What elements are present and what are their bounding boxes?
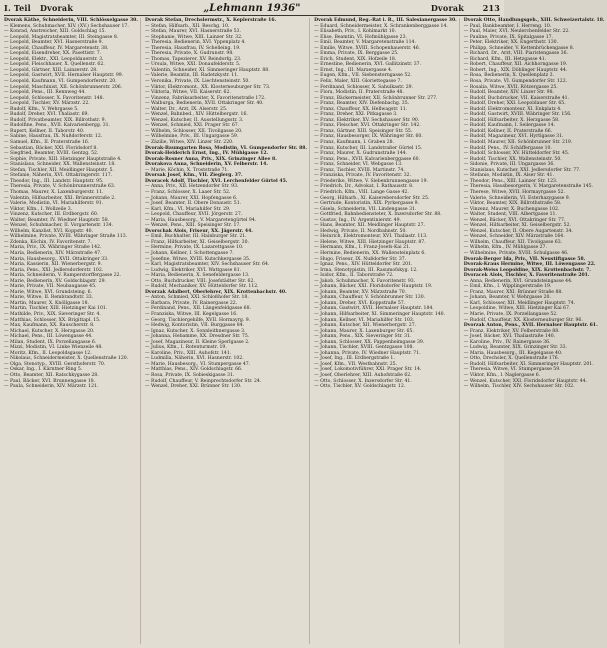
directory-entry: — Rupert, Kellner, II. Taborstr. 40. [4,128,85,134]
directory-entry: — Martin, Maurer, X. Knöllgasse 18. [4,300,89,306]
directory-entry: — Thomas, Maurer, X. Laxenburgerstr. 11. [4,189,104,195]
directory-entry: — Robert, Chauffeur, XII. Aichhorngasse 19. [463,62,568,68]
directory-entry: — Gisela, Schneiderin, VII. Lindengasse 31. [314,206,417,212]
directory-entry: — Rosalia, Witwe, XVII. Rötzergasse 25. [463,84,558,90]
directory-entry: — Hermine, Bedienerin, XX. Wallensteinplatz 6. [314,250,426,256]
directory-entry: — Wilhelm, Kfm., IV. Mühlgasse 27. [463,245,547,251]
directory-entry: Dvorak-Kraus Hermine, Witwe, III. Löwengasse 22. [463,262,596,268]
directory-entry: Dvorsak Josef, Kfm., VII. Zieglerg. 37. [144,173,243,179]
directory-entry: — Theodor, Pens., XIII. Lainzer Str. 123. [463,178,558,184]
directory-entry: Dvorak-Rosner Anna, Priv., XIX. Grinzinger Allee 8. [144,156,277,162]
directory-entry: — Valentin, Schneider, XI. Simmeringer Hauptstr. 88. [144,67,270,73]
directory-entry: — Rudolfine, Pens., XVII. Kalvarienbergg. 31. [4,123,111,129]
directory-entry: — Paul, Maler, XVI. Neulerchenfelder Str. 22. [463,29,570,35]
directory-entry: — Wenzel, Kutscher, II. Obere Augartenstr. 34. [463,228,573,234]
directory-entry: — Anna, Priv., XII. Hetzendorfer Str. 93. [144,184,239,190]
directory-entry: — Peter, Elektriker, XX. Engerthstr. 130. [463,40,559,46]
directory-entry: — Mathilde, Priv., XIX. Sieveringer Str. 4. [4,311,101,317]
directory-entry: — Mizzi, Modistin, VI. Linke Wienzeile 48. [4,345,103,351]
directory-entry: — Walter, Dr., Arzt, IX. Alserstr. 25. [144,106,228,112]
directory-entry: — Sophie, Private, XIII. Hietzinger Hauptstraße 4. [4,156,122,162]
directory-entry: — Gertrude, Kontoristin, XIX. Pyrkergasse 9. [314,201,420,207]
directory-entry: — Wenzel, Kutscher, XXI. Floridsdorfer Hauptstr. 44. [463,378,587,384]
directory-entry: Dvorak-Heiderich Ernst, Ing., IV. Mühlgasse 12. [144,151,269,157]
directory-entry: — Josef, Beamter, II. Obere Donaustr. 51. [144,201,242,207]
column-1 [4,18,141,644]
right-running-head: Dvorak [430,3,464,13]
directory-entry: — Hans, Beamter, XII. Meidlinger Hauptstr. 27. [314,223,425,229]
directory-entry: — Oskar, Ing., I. Kärntner Ring 5. [4,367,83,373]
directory-entry: — Rudolf, Elektromonteur, XI. Enkplatz 4. [463,106,562,112]
directory-entry: — Samuel, Kfm., II. Praterstraße 16. [4,140,90,146]
directory-entry: — Georg, Hilfsarb., XI. Kaiserebersdorfer Str. 25. [314,195,430,201]
directory-entry: — Rudolf, Beamter, XIV. Linzer Str. 98. [463,90,554,96]
directory-entry: — Johann, Kellner, I. Schottengasse 7. [144,250,234,256]
directory-entry: — Hugo, Friseur, IX. Nußdorfer Str. 37. [314,256,407,262]
directory-entry: — Rudolf, Magazineur, XVI. Hyrtlgasse 31. [463,134,564,140]
directory-entry: — Gustav, Ing., IV. Argentinierstr. 49. [314,217,401,223]
directory-entry: — Zäzilie, Witwe, XIV. Linzer Str. 220. [144,140,234,146]
directory-entry: — Rudolf, Mechaniker, XV. Hütteldorfer Str. 112. [144,284,259,290]
directory-entry: — Theresia, Bedienerin, XVI. Yppenplatz 4. [144,40,246,46]
directory-entry: — Anna, Bedienerin, XVI. Grundsteingasse 44. [463,278,573,284]
directory-entry: — Valerie, Modistin, VI. Mariahilferstr. 91. [4,201,104,207]
directory-entry: — Wilhelm, Tischler, XIV. Sechshauser Str. 102. [463,384,575,390]
directory-entry: — Franz, Hilfsarbeiter, XI. Geiselbergstr. 30. [144,239,249,245]
directory-entry: — Marie, Witwe, XVI. Grundsteing. 6. [4,289,92,295]
directory-entry: — Barbara, Private, IV. Rainergasse 22. [144,300,238,306]
directory-entry: — Valerie, Beamtin, III. Radetzkystr. 11. [144,73,239,79]
directory-entry: — Rosa, Private, IX. Sobieskigasse 31. [144,373,235,378]
directory-entry: — Milan, Student, IX. Porzellangasse 6. [4,339,97,345]
directory-entry: — Leopold, Magistratsbeamter, III. Steingasse 8. [4,34,119,40]
directory-entry: — Otto, Drechsler, X. Quellenstraße 176. [463,356,560,362]
directory-entry: — Ernst, Ing., III. Marxergasse 4. [314,67,393,73]
directory-entry: — Theresia, Hausbesorgerin, V. Margaretenstraße 145. [463,184,594,190]
directory-entry: — Thomas, Tapezierer, XV. Reindorfg. 23. [144,56,242,62]
directory-entry: — Sidonie, Private, III. Ungargasse 36. [463,162,555,168]
directory-entry: Dvoracek Adolf, Tischler, XVI. Lerchenfelder Gürtel 45. [144,178,288,184]
directory-entry: — Leopold, Schlosser, X. Favoritenstr. 148. [4,95,104,101]
directory-entry: — Franziska, Witwe, III. Kegelgasse 16. [144,311,238,317]
column-3 [314,18,460,644]
directory-entry: — Franz, Kutscher, III. Landstraßer Gürtel 15. [314,145,423,151]
directory-entry: — Wilhelm, Kanzlist, XVI. Koppstr. 40. [4,228,94,234]
directory-entry: — Leopold, Gastwirt, XVII. Hernalser Hauptstr. 99. [4,73,124,79]
directory-entry: — Michael, Pens., III. Löwengasse 44. [4,334,93,340]
directory-entry: — Johann, Beamter, V. Wehrgasse 20. [463,295,551,301]
directory-entry: — Rudolf, Buchdrucker, VII. Kaiserstraße 41. [463,95,570,101]
directory-entry: — Therese, Witwe, XVII. Hormayrgasse 52. [463,189,565,195]
directory-entry: — Leopold, Chauffeur, XVII. Jörgerstr. 27. [144,212,243,218]
directory-entry: — Leopold, Maschinist, XII. Schönbrunnerstr. 206. [4,84,123,90]
directory-entry: — Wenzel, Bahnbed., XIV. Hüttelbergstr. 16. [144,112,248,118]
directory-entry: — Marie, Hausbesorg., VI. Stumpergasse 47. [144,361,251,367]
page-number: 213 [482,3,500,13]
directory-entry: — Emil, Buchhalter, III. Hainburger Str. 21. [144,234,247,240]
directory-entry: Dvorzak Anton, Pens., XVII. Hernalser Hauptstr. 61. [463,323,598,329]
directory-entry: — Leopold, Chauffeur, IV. Margaretenstr. 38. [4,45,109,51]
directory-entry: — Maria, Bedienerin, XIV. Märzstraße 47. [4,250,102,256]
directory-entry: — Otto, Beamter, XII. Ratschkygasse 28. [4,373,99,378]
directory-entry: — Marie, Bedienerin, XV. Goldschlagstr. 29. [4,278,106,284]
directory-entry: — Josef, Oberlehrer, XIII. Auhofstraße 62. [314,373,412,378]
directory-entry: — Karoline, Priv., XIII. Auhofstr. 141. [144,350,232,356]
directory-entry: — Karl, Kfm., VI. Mariahilfer Str. 29. [144,206,231,212]
directory-entry: — Johanna, Hebamme, XX. Dresdner Str. 75. [144,334,250,340]
directory-entry: — Emilie, Witwe, XVIII. Schopenhauerstr. 46. [314,45,421,51]
directory-entry: — Elisabeth, Priv., I. Kohlmarkt 10. [314,29,397,35]
directory-entry: — Viktoria, Witwe, VII. Kaiserstr. 62. [144,90,231,96]
entry-columns [4,18,605,644]
directory-entry: — Rudolf, Kellner, II. Praterstraße 66. [463,128,553,134]
directory-entry: — Rosa, Private, VI. Gumpendorfer Str. 122. [463,79,568,85]
directory-entry: — Josef, Bäcker, XVI. Thaliastraße 140. [463,334,556,340]
directory-entry: — Wilhelmine, Private, XVIII. Währinger Straße 113. [4,234,128,240]
directory-entry: — Leopold, Elektr., XXI. Leopoldauerstr. 3. [4,56,104,62]
directory-entry: — Josef, Magazineur, II. Kleine Sperlgasse 2. [144,339,250,345]
directory-entry: — Johann, Schlosser, XX. Pappenheimgasse 39. [314,339,425,345]
directory-entry: — Theresia, Private, X. Gudrunstr. 98. [144,51,234,57]
directory-entry: — Leopold, Tischler, XV. Märzstr. 22. [4,101,90,107]
directory-entry: — Wenzel, Kutscher, II. Ausstellungsstr. 3. [144,117,244,123]
directory-entry: — Marie, Witwe, II. Rembrandtstr. 33. [4,295,94,301]
page-title: „Lehmann 1936" [203,2,301,14]
directory-entry: — Friederike, Witwe, V. Siebenbrunnengasse 19. [314,178,428,184]
directory-entry: — Matthias, Schlosser, XX. Brigittapl. 15. [4,317,101,323]
directory-entry: — Maria, Hausbesorg., V. Margaretengürtel 94. [144,217,257,223]
directory-entry: — Rudolf, Hilfsarbeiter, X. Herzgasse 58. [463,117,560,123]
directory-entry: — Robert, Ing., XIX. Döblinger Hauptstr. 44. [463,67,568,73]
directory-entry: — Valerie, Schneiderin, VI. Esterhazygasse 9. [463,195,571,201]
directory-entry: — Maria, Pens., XXI. Jedlersdorferstr. 102. [4,267,104,273]
directory-entry: — Ferdinand, Pens., XII. Längenfeldgasse 68. [144,306,251,312]
directory-entry: — Wenzel, Dreher, XXI. Brünner Str. 130. [144,384,242,390]
directory-entry: — Ludwig, Beamter, XIX. Grinzinger Str. 33. [463,345,568,351]
directory-entry: — Franz, Maurer, XXI. Brünner Straße 88. [463,289,563,295]
column-4 [464,18,607,644]
directory-entry: — Ludmilla, Näherin, XVI. Hasnerstr. 102. [144,356,244,362]
directory-entry: — Karl, Magistratsbeamter, XIV. Sechshauser Str. 64. [144,262,270,268]
directory-entry: — Johann, Pens., XIX. Sieveringer Str. 31. [314,334,412,340]
directory-entry: — Paul, Bäcker, XVI. Brunnengasse 18. [4,378,96,384]
directory-entry: — Zdenka, Köchin, IV. Favoritenstr. 7. [4,239,92,245]
directory-entry: — Wenzel, Schneider, XIV. Märzstraße 164. [463,234,565,240]
page-header [4,2,500,14]
directory-entry: Dvorakova Anna, Schneiderin, XV. Felberstr. 14. [144,162,268,168]
directory-entry: — Theresia, Hausfrau, IV. Schelleing. 19. [144,45,241,51]
directory-entry: — Rudolf, Dreher, XXI. Leopoldauer Str. 65. [463,101,566,107]
directory-entry: Dvorak Edmund, Reg.-Rat i. R., III. Salesianergasse 30. [314,18,457,23]
directory-entry: — Paul, Bankbeamter, I. Herreng. 10. [463,23,552,29]
directory-entry: — Leopold, Kaufmann, VI. Gumpendorferstr. 20. [4,79,117,85]
directory-entry: — Maria, Kassierin, XII. Wienerbergstr. 9. [4,262,102,268]
directory-entry: — Josef, Ing., III. Erdbergstraße 1. [314,356,395,362]
directory-entry: Dvorschak Alois, Friseur, XX. Jägerstr. 44. [144,228,253,234]
directory-entry: — Ferdinand, Schlosser, X. Sahulkastr. 29. [314,84,414,90]
directory-entry: — Theodor, Ing., III. Landstr. Hauptstr. 95. [4,178,104,184]
directory-entry: — Maria, Hausbesorg., XVII. Ottakringer 33. [4,256,109,262]
directory-entry: — Theresia, Private, V. Schönbrunnerstraße 63. [4,184,116,190]
directory-entry: — Wenzel, Schuhmacher, II. Vorgartenstr. 134. [4,223,114,229]
directory-entry: — Wilhelmine, Private, XVIII. Schulgasse 46. [463,250,569,256]
directory-entry: — Josef, Kfm., VII. Westbahnstr. 25. [314,361,398,367]
directory-entry: — Otto, Buchdrucker, VIII. Josefstädter Str. 62. [144,278,255,284]
directory-entry: — Jakob, Schuhmacher, X. Favoritenstr. 93. [314,278,416,284]
directory-entry: Dvorak Otto, Handlungsgeh., XIII. Schweizertalstr. 18. [463,18,605,23]
directory-entry: — Hermann, Kfm., I. Franz-Josefs-Kai 21. [314,245,411,251]
directory-entry: — Johann, Hilfsarbeiter, XI. Simmeringer Hauptstr. 140. [314,311,446,317]
directory-entry: — Maria, Bedienerin, X. Senefeldergasse 13. [144,273,250,279]
directory-entry: — Valentin, Hilfsarbeiter, XXI. Brünnerstraße 2. [4,195,116,201]
directory-entry: Dvorak-Weiss Leopoldine, XIX. Krottenbachstr. 7. [463,267,591,273]
directory-entry: — Emil, Beamter, V. Margaretenstraße 114. [314,40,416,46]
directory-entry: — Vinzenz, Maurer, X. Buchengasse 102. [463,206,560,212]
directory-entry: — Helene, Witwe, XIII. Hietzinger Hauptstr. 87. [314,239,426,245]
directory-entry: — Anton, Schmied, XXI. Schloßhofer Str. 18. [144,295,249,301]
directory-entry: — Walter, Beamter, IV. Wiedner Hauptstr. 58. [4,217,110,223]
directory-entry: — Johann, Bäcker, XXI. Floridsdorfer Hauptstr. 19. [314,284,433,290]
directory-entry: — Hedwig, Kontoristin, VII. Burggasse 84. [144,323,244,329]
directory-entry: Dvorak Stefan, Drechslermstr., X. Keplerstraße 16. [144,18,277,23]
directory-entry: — Franz, Tischler, XVIII. Martinstr. 74. [314,167,405,173]
directory-entry: — Max, Kaufmann, XX. Rauscherstr. 8. [4,323,95,329]
directory-entry: — Franz, Fleischer, XVI. Ottakringer Str. 142. [314,123,421,129]
directory-entry: — Sabine, Hausfrau, IX. Nußdorferstr. 12. [4,134,103,140]
directory-entry: — Stephanie, Witwe, XIII. Lainzer Str. 32. [144,34,243,40]
directory-entry: — Franz, Gärtner, XIII. Speisinger Str. 55. [314,128,413,134]
directory-entry: — Franz, Chauffeur, XX. Hellwagstr. 11. [314,106,408,112]
directory-entry: — Richard, Dr., Arzt, VIII. Piaristengasse 36. [463,51,568,57]
directory-entry: — Rudolf, Chauffeur, V. Reinprechtsdorfer Str. 24. [144,378,262,384]
directory-entry: — Moritz, Kfm., II. Leopoldsgasse 12. [4,350,92,356]
directory-entry: — Stefan, Tischler, XII. Meidlinger Hauptstr. 5. [4,167,114,173]
directory-entry: — Ludwig, Elektriker, XVI. Wattgasse 81. [144,267,242,273]
directory-entry: — Rudolf, Gastwirt, XVIII. Währinger Str. 156. [463,112,572,118]
directory-entry: — Veronika, Private, IX. Liechtensteinstr. 50. [144,79,250,85]
directory-entry: — Sebastian, Bäcker, XXI. Floridsdorf 8. [4,145,98,151]
directory-entry: — Elise, Beamtin, VI. Hofmühlgasse 23. [314,34,407,40]
directory-entry: — Johann, Kutscher, XII. Wienerbergstr. 27. [314,323,417,329]
directory-entry: — Franz, Elektriker, XV. Sechshauser Str. 90. [314,117,420,123]
directory-entry: — Ignaz, Pens., XIV. Hütteldorfer Str. 201. [314,262,413,268]
directory-entry: — Rudolf, Kaufmann, I. Seilergasse 14. [463,123,555,129]
directory-entry: — Viktor, Kfm., I. Wollzeile 3. [4,206,73,212]
directory-entry: — Johann, Chauffeur, V. Schönbrunner Str. 130. [314,295,426,301]
directory-entry: — Johanna, Private, IV. Wiedner Hauptstr. 71. [314,350,421,356]
directory-entry: — Martin, Tischler, XIII. Hietzinger Kai 101. [4,306,108,312]
directory-entry: — Johann, Maurer, X. Laxenburger Str. 65. [314,328,414,334]
directory-entry: — Stefanie, Modistin, IX. Alser Str. 41. [463,173,554,179]
directory-entry: — Maria, Schneiderin, V. Ramperstorffergasse 22. [4,273,122,279]
directory-entry: — Viktor, Elektromont., XX. Klosterneuburger Str. 73. [144,84,271,90]
directory-entry: Dvorak-Baumgarten Rosa, Modistin, VI. Gumpendorfer Str. 88. [144,145,308,151]
directory-entry: — Otto, Schlosser, X. Inzersdorfer Str. 41. [314,378,412,384]
directory-entry: — Walter, Student, VIII. Albertgasse 11. [463,212,557,218]
directory-entry: — Josefine, Witwe, XVIII. Kutschkergasse 35. [144,256,251,262]
directory-entry: — Klemens, Schuhmacher, XIV. (XV.) Sechshauser 17. [4,23,129,29]
directory-entry: — Franz, Schneider, VI. Webgasse 13. [314,162,403,168]
directory-entry: — Rudolf, Hilfsarbeiter, XI. Simmeringer Hauptstr. 201. [463,361,594,367]
directory-entry: — Wilhelmine, Priv., III. Ungargasse 59. [144,134,239,140]
directory-entry: — Viktor, Beamter, XIX. Billrothstraße 58. [463,201,562,207]
directory-entry: — Marie, Köchin, X. Troststraße 71. [144,167,229,173]
directory-entry: — Ignaz, Kutscher, X. Sonnleithnergasse 3. [144,328,246,334]
directory-entry: — Franz, Beamter, XIV. Diefenbachg. 35. [314,101,410,107]
directory-entry: — Rudolf, Dreher, XVI. Thaliastr. 69. [4,112,89,118]
directory-entry: — Hedwig, Private, II. Nordbahnstr. 50. [314,228,407,234]
directory-entry: — Stanislaus, Schneider, XX. Wallensteinstr. 18. [4,162,116,168]
directory-entry: — Gottfried, Bahnbediensteter, X. Inzersdorfer Str. 88. [314,212,442,218]
directory-entry: — Erich, Student, XIX. Hofzeile 18. [314,56,397,62]
directory-entry: — Leopold, Eisendreher, XX. Pasettistr. 7. [4,51,102,57]
directory-entry: — Franz, Elektriker, XV. Felberstraße 88. [463,328,560,334]
directory-entry: — Rudolf, Chauffeur, XX. Klosterneuburger Str. 96. [463,317,583,323]
directory-entry: — Nikolaus, Schneidermeister, X. Quellenstraße 120. [4,356,129,362]
directory-entry: — Ernestine, Bedienerin, XVI. Gallitzinstr. 37. [314,62,422,68]
directory-entry: — Leopold, Pens., III. Rennweg 44. [4,90,86,96]
header-rule [4,15,500,16]
directory-entry: — Rudolf, Privatbeamter, XIX. Billrothstr. 9. [4,117,106,123]
directory-entry: — Stanislaus, Kutscher, XXI. Jedlersdorfer Str. 77. [463,167,581,173]
directory-entry: — Otto, Tischler, XV. Goldschlagstr. 12. [314,384,406,390]
directory-entry: — Johann, Beamter, XV. Märzstraße 70. [314,289,407,295]
directory-entry: — Walburga, Bedienerin, XVII. Ottakringer Str. 40. [144,101,264,107]
directory-entry: — Rudolf, Tischler, XX. Wallensteinstr. 50. [463,156,562,162]
directory-entry: — Johann, Dreher, XVI. Koppstraße 57. [314,300,406,306]
left-running-head: Dvorak [40,3,74,13]
directory-entry: — Olga, Stenotyp., XVIII. Gersthoferstr. 70. [4,361,106,367]
directory-entry: — Maria, Priv., IX. Währinger Straße 142. [4,245,102,251]
directory-entry: — Franz, Bäckermeister, XII. Schönbrunner Str. 277. [314,95,438,101]
directory-entry: — Leopold, Fleischhauer, X. Quellenstr. 62. [4,62,105,68]
directory-entry: — Wilhelm, Schlosser, XII. Tivoligasse 20. [144,128,243,134]
directory-entry: — Eugen, Kfm., VII. Siebensterngasse 52. [314,73,412,79]
directory-entry: — Leopoldine, Witwe, XIII. Hietzinger Kai 67. [463,306,571,312]
directory-entry: — Siegfried, Beamter, XVIII. Gentzg. 52. [4,151,99,157]
directory-entry: — Paula, Schneiderin, XIV. Märzstr. 121. [4,384,99,390]
directory-entry: — Isidor, Kfm., II. Taborstraße 72. [314,273,394,279]
directory-entry: — Rudolf, Pens., IV. Schäffergasse 10. [463,145,552,151]
section-label: I. Teil [4,3,31,13]
directory-entry: Dvorzak Adalbert, Oberlehrer, XIX. Krottenbachstr. 40. [144,289,287,295]
directory-entry: — Franz, Kaufmann, I. Graben 28. [314,140,395,146]
directory-entry: — Franz, Hausbesorger, IX. Währinger Str. 60. [314,134,423,140]
directory-entry: — Michael, Kutscher, X. Herzgasse 20. [4,328,95,334]
directory-entry: — Wenzel, Bäcker, XVI. Ottakringer Str. 77. [463,217,566,223]
directory-entry: — Philipp, Schneider, V. Kettenbrückengasse 8. [463,45,575,51]
directory-entry: — Franz, Schlosser, X. Laaer Str. 52. [144,189,231,195]
directory-entry: — Franz, Maurer, X. Gudrunstraße 144. [314,151,407,157]
directory-entry: — Rudolf, Kfm., V. Wehrgasse 5. [4,106,79,112]
directory-entry: — Maria, Hausbesorg., III. Kegelgasse 40. [463,350,563,356]
directory-entry: — Heinrich, Elektromonteur, XVI. Thaliastr. 113. [314,234,428,240]
directory-entry: — Karoline, Priv., IV. Rainergasse 36. [463,339,551,345]
directory-entry: — Wenzel, Schmied, XXI. Prager Str. 67. [144,123,240,129]
directory-entry: — Konrad, Anstreicher, XIII. Goldschlag 15. [4,29,106,35]
directory-entry: — Marie, Private, VII. Neubaugasse 45. [4,284,97,290]
directory-entry: — Johann, Kellner, VI. Mariahilfer Str. 103. [314,317,415,323]
directory-entry: — Julius, Kfm., I. Rotenturmstr. 19. [144,345,227,351]
directory-entry: — Pauline, Private, IX. Spitalgasse 17. [463,34,554,40]
directory-entry: — Stefanie, Näherin, XVI. Ottakringerstr. 117. [4,173,113,179]
directory-entry: — Leopold, Gärtner, XIII. Lainzerstr. 28. [4,67,98,73]
directory-entry: — Vinzenz, Fabriksarbeiter, X. Favoritenstraße 172. [144,95,266,101]
directory-entry: Dvorak-Berger Ida, Priv., VII. Neustiftgasse 58. [463,256,586,262]
directory-entry: — Rosa, Bedienerin, X. Quellenplatz 3. [463,73,555,79]
directory-entry: — Ursula, Witwe, XXI. Donaufelderstr. 5. [144,62,241,68]
directory-entry: — Stefan, Hilfsarb., XII. Reschg. 10. [144,23,230,29]
directory-entry: — Johann, Maurer, XXI. Hopfengasse 6. [144,195,238,201]
column-2 [145,18,310,644]
directory-entry: — Rudolf, Schlosser, XV. Hütteldorfer Str. 45. [463,151,570,157]
directory-entry: — Wilhelm, Chauffeur, XII. Tivoligasse 63. [463,239,563,245]
directory-entry: — Matthias, Pens., XIV. Goldschlagstr. 66. [144,367,243,373]
directory-entry: — Emil, Kfm., I. Wipplingerstraße 19. [463,284,552,290]
directory-entry: — Flora, Modistin, II. Praterstraße 48. [314,90,404,96]
directory-entry: — Johann, Gastwirt, XVII. Hernalser Hauptstr. 184. [314,306,434,312]
directory-entry: — Rudolf, Maurer, XII. Schönbrunner Str. 219. [463,140,573,146]
directory-entry: — Richard, Kfm., III. Hetzgasse 41. [463,56,547,62]
directory-entry: — Franz, Pens., XVII. Kalvarienberggasse 60. [314,156,421,162]
directory-entry: — Theresia, Witwe, VI. Stumpergasse 59. [463,367,561,373]
directory-entry: — Karl, Schlosser, XII. Meidlinger Hauptstr. 74. [463,300,576,306]
directory-entry: — Franz, Dreher, XXI. Pitkagasse 3. [314,112,398,118]
directory-entry: — Felix, Maler, XIII. Gloriettegasse 7. [314,79,402,85]
directory-entry: — Marie, Private, IX. Porzellangasse 52. [463,311,558,317]
directory-entry: — Eduard, Schneidermeister, X. Schrankenberggasse 14. [314,23,448,29]
directory-entry: — Georg, Tischlergehilfe, XVII. Hormayrg. 9. [144,317,251,323]
directory-entry: — Friedrich, Dr., Advokat, I. Rathausstr. 8. [314,184,414,190]
directory-entry: Dvoracek Alois, Tischler, X. Favoritenstraße 201. [463,273,590,279]
directory-entry: Dvorak Käthe, Schneiderin, VIII. Schlösselgasse 30. [4,18,138,23]
directory-entry: — Hermine, Private, IX. Lazarettgasse 10. [144,245,244,251]
directory-entry: — Leopold, Beamter, XVI. Hasnerstraße 9. [4,40,104,46]
directory-entry: — Emma, Private, IX. Berggasse 25. [314,51,399,57]
directory-entry: — Stefan, Maurer, XVI. Hasnerstraße 53. [144,29,241,35]
directory-entry: — Irma, Stenotypistin, III. Rasumofskyg. 12. [314,267,418,273]
directory-entry: — Vinzenz, Kutscher, III. Erdbergstr. 60. [4,212,99,218]
directory-entry: — Franziska, Private, IV. Favoritenstr. 32. [314,173,412,179]
directory-entry: — Josef, Lokomotivführer, XXI. Prager Str. 14. [314,367,422,373]
directory-entry: — Viktor, Kfm., I. Naglergasse 6. [463,373,541,378]
directory-entry: — Friedrich, Kfm., VIII. Lange Gasse 42. [314,189,409,195]
directory-entry: — Wenzel, Hilfsarbeiter, XI. Geiselbergstr. 52. [463,223,571,229]
directory-entry: — Johann, Tischler, XVIII. Gentzgasse 108. [314,345,414,351]
directory-entry: — Wenzel, Pens., XIII. Speisinger Str. 17. [144,223,241,229]
